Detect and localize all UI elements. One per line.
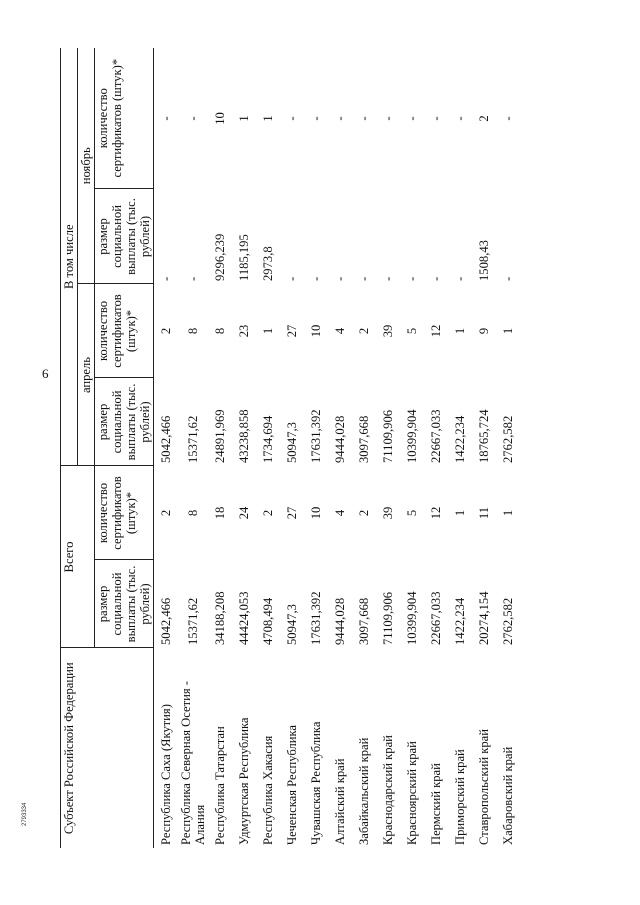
row-subject: Пермский край bbox=[429, 763, 443, 845]
row-november-amount: 2973,8 bbox=[261, 246, 275, 281]
row-total-amount: 34188,208 bbox=[213, 591, 227, 645]
row-subject: Республика Татарстан bbox=[213, 726, 227, 845]
row-april-amount: 18765,724 bbox=[477, 409, 491, 463]
table-row bbox=[496, 48, 520, 848]
header-including: В том числе bbox=[61, 48, 78, 466]
row-april-count: 1 bbox=[501, 327, 515, 335]
row-november-count: - bbox=[381, 116, 395, 121]
row-april-count: 1 bbox=[453, 327, 467, 335]
row-subject: Ставропольский край bbox=[477, 728, 491, 845]
row-november-count: 2 bbox=[477, 115, 491, 122]
row-april-amount: 50947,3 bbox=[285, 422, 299, 463]
row-total-count: 8 bbox=[186, 509, 200, 517]
row-november-amount: - bbox=[453, 276, 467, 281]
row-total-count: 1 bbox=[453, 509, 467, 517]
page-number: 6 bbox=[42, 366, 49, 381]
row-november-amount: - bbox=[405, 276, 419, 281]
row-total-count: 2 bbox=[261, 509, 275, 517]
row-april-amount: 9444,028 bbox=[333, 415, 347, 463]
row-total-amount: 9444,028 bbox=[333, 597, 347, 645]
header-november-count: количество сертификатов (штук)* bbox=[95, 48, 154, 189]
header-total: Всего bbox=[61, 466, 78, 648]
row-total-count: 1 bbox=[501, 509, 515, 517]
row-april-amount: 17631,392 bbox=[309, 409, 323, 463]
row-november-count: 10 bbox=[213, 112, 227, 125]
row-april-count: 8 bbox=[213, 327, 227, 335]
row-april-count: 12 bbox=[429, 324, 443, 338]
row-total-amount: 50947,3 bbox=[285, 604, 299, 645]
row-april-amount: 22667,033 bbox=[429, 409, 443, 463]
row-november-count: 1 bbox=[237, 115, 251, 122]
row-total-amount: 1422,234 bbox=[453, 597, 467, 645]
table-row bbox=[400, 48, 424, 848]
row-november-amount: 1508,43 bbox=[477, 240, 491, 281]
row-subject: Алтайский край bbox=[333, 758, 347, 845]
table-row bbox=[328, 48, 352, 848]
row-total-amount: 10399,904 bbox=[405, 591, 419, 645]
row-november-amount: - bbox=[186, 276, 200, 281]
table-row bbox=[208, 48, 232, 848]
row-november-amount: - bbox=[285, 276, 299, 281]
row-november-amount: - bbox=[309, 276, 323, 281]
row-november-count: - bbox=[309, 116, 323, 121]
table-row bbox=[448, 48, 472, 848]
row-november-amount: 9296,239 bbox=[213, 233, 227, 281]
row-april-count: 27 bbox=[285, 324, 299, 338]
row-april-amount: 43238,858 bbox=[237, 409, 251, 463]
row-subject: Краснодарский край bbox=[381, 735, 395, 845]
rotated-table-area bbox=[60, 48, 565, 848]
row-subject: Республика Саха (Якутия) bbox=[159, 704, 173, 845]
row-april-count: 2 bbox=[159, 327, 173, 335]
row-total-amount: 4708,494 bbox=[261, 597, 275, 645]
row-april-amount: 24891,969 bbox=[213, 409, 227, 463]
row-total-count: 39 bbox=[381, 506, 395, 520]
row-november-amount: 1185,195 bbox=[237, 234, 251, 281]
row-november-amount: - bbox=[381, 276, 395, 281]
row-subject: Чувашская Республика bbox=[309, 721, 323, 845]
row-total-count: 11 bbox=[477, 506, 491, 520]
row-total-amount: 71109,906 bbox=[381, 591, 395, 645]
row-subject: Забайкальский край bbox=[357, 737, 371, 845]
row-april-count: 9 bbox=[477, 327, 491, 335]
row-november-count: - bbox=[429, 116, 443, 121]
row-total-count: 2 bbox=[159, 509, 173, 517]
row-april-count: 8 bbox=[186, 327, 200, 335]
row-total-amount: 22667,033 bbox=[429, 591, 443, 645]
header-april: апрель bbox=[78, 284, 95, 466]
row-april-amount: 15371,62 bbox=[186, 415, 200, 463]
table-row bbox=[280, 48, 304, 848]
row-november-amount: - bbox=[429, 276, 443, 281]
payments-table bbox=[60, 48, 520, 848]
row-november-amount: - bbox=[333, 276, 347, 281]
row-april-count: 2 bbox=[357, 327, 371, 335]
row-november-count: - bbox=[186, 116, 200, 121]
row-total-count: 18 bbox=[213, 506, 227, 520]
row-april-amount: 1734,694 bbox=[261, 415, 275, 463]
document-code: 2793334 bbox=[22, 802, 28, 826]
row-november-amount: - bbox=[357, 276, 371, 281]
row-april-amount: 1422,234 bbox=[453, 415, 467, 463]
header-november: ноябрь bbox=[78, 48, 95, 284]
row-april-count: 39 bbox=[381, 324, 395, 338]
row-april-amount: 2762,582 bbox=[501, 415, 515, 463]
row-subject: Чеченская Республика bbox=[285, 724, 299, 845]
header-april-count: количество сертификатов (штук)* bbox=[95, 284, 154, 378]
table-row bbox=[256, 48, 280, 848]
table-row bbox=[352, 48, 376, 848]
header-total-count: количество сертификатов (штук)* bbox=[95, 466, 154, 560]
row-total-count: 2 bbox=[357, 509, 371, 517]
row-november-count: - bbox=[405, 116, 419, 121]
row-total-count: 27 bbox=[285, 506, 299, 520]
table-row bbox=[178, 48, 208, 848]
row-total-count: 10 bbox=[309, 506, 323, 520]
row-november-count: - bbox=[333, 116, 347, 121]
header-total-spacer bbox=[78, 466, 95, 648]
row-total-amount: 15371,62 bbox=[186, 597, 200, 645]
row-april-count: 10 bbox=[309, 324, 323, 338]
row-subject: Хабаровский край bbox=[501, 746, 515, 845]
row-november-amount: - bbox=[159, 276, 173, 281]
row-total-amount: 44424,053 bbox=[237, 591, 251, 645]
table-row bbox=[424, 48, 448, 848]
table-row bbox=[376, 48, 400, 848]
row-april-amount: 5042,466 bbox=[159, 415, 173, 463]
row-april-count: 23 bbox=[237, 324, 251, 338]
row-total-amount: 17631,392 bbox=[309, 591, 323, 645]
row-subject: Удмуртская Республика bbox=[237, 717, 251, 845]
row-total-amount: 2762,582 bbox=[501, 597, 515, 645]
row-total-count: 12 bbox=[429, 506, 443, 520]
row-april-count: 5 bbox=[405, 327, 419, 335]
table-body bbox=[154, 48, 521, 848]
row-total-amount: 3097,668 bbox=[357, 597, 371, 645]
row-total-count: 5 bbox=[405, 509, 419, 517]
row-april-amount: 10399,904 bbox=[405, 409, 419, 463]
header-november-amount: размер социальной выплаты (тыс. рублей) bbox=[95, 189, 154, 284]
table-row bbox=[232, 48, 256, 848]
table-row bbox=[154, 48, 179, 848]
row-subject: Республика Хакасия bbox=[261, 735, 275, 845]
row-april-count: 4 bbox=[333, 327, 347, 335]
row-total-amount: 5042,466 bbox=[159, 597, 173, 645]
header-subject: Субъект Российской Федерации bbox=[61, 648, 154, 848]
row-november-count: - bbox=[285, 116, 299, 121]
row-november-amount: - bbox=[501, 276, 515, 281]
row-subject: Красноярский край bbox=[405, 741, 419, 845]
row-april-amount: 71109,906 bbox=[381, 409, 395, 463]
row-total-count: 24 bbox=[237, 506, 251, 520]
header-april-amount: размер социальной выплаты (тыс. рублей) bbox=[95, 378, 154, 466]
row-november-count: - bbox=[357, 116, 371, 121]
row-november-count: 1 bbox=[261, 115, 275, 122]
row-november-count: - bbox=[159, 116, 173, 121]
row-subject: Республика Северная Осетия - Алания bbox=[179, 681, 207, 845]
row-november-count: - bbox=[453, 116, 467, 121]
table-row bbox=[304, 48, 328, 848]
header-total-amount: размер социальной выплаты (тыс. рублей) bbox=[95, 560, 154, 648]
row-total-amount: 20274,154 bbox=[477, 591, 491, 645]
row-november-count: - bbox=[501, 116, 515, 121]
row-total-count: 4 bbox=[333, 509, 347, 517]
row-subject: Приморский край bbox=[453, 749, 467, 845]
row-april-amount: 3097,668 bbox=[357, 415, 371, 463]
row-april-count: 1 bbox=[261, 327, 275, 335]
table-row bbox=[472, 48, 496, 848]
